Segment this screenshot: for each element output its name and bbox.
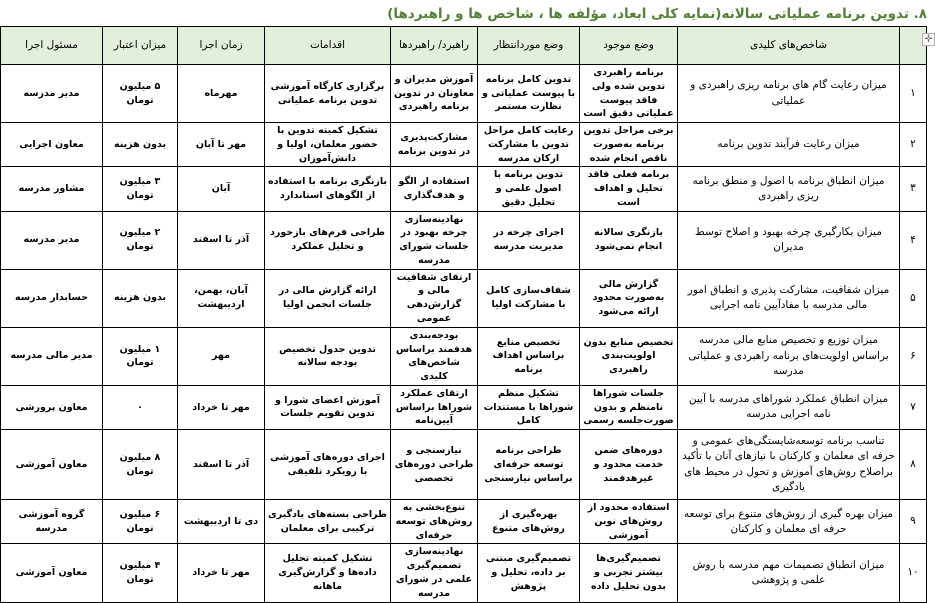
table-row xyxy=(1,544,927,602)
cell-num: ۵ xyxy=(900,269,927,327)
cell-current: تخصیص منابع بدون اولویت‌بندی راهبردی xyxy=(580,327,678,385)
cell-num: ۶ xyxy=(900,327,927,385)
cell-num: ۳ xyxy=(900,167,927,211)
cell-indicator: تناسب برنامه توسعه‌شایستگی‌های عمومی و حرفه ای معلمان و کارکنان با نیازهای آنان با تأکید براصلاح روش‌های آموزش و تحول در محیط های یادگیری xyxy=(678,430,900,500)
cell-responsible: مدیر مدرسه xyxy=(1,211,103,269)
cell-responsible: معاون اجرایی xyxy=(1,123,103,167)
cell-expected: تدوین کامل برنامه با پیوست عملیاتی و نظارت مستمر xyxy=(478,65,580,123)
cell-strategy: تنوع‌بخشی به روش‌های توسعه حرفه‌ای xyxy=(391,500,478,544)
cell-budget: ۴ میلیون تومان xyxy=(103,544,178,602)
cell-expected: تخصیص منابع براساس اهداف برنامه xyxy=(478,327,580,385)
cell-current: برنامه راهبردی تدوین شده ولی فاقد پیوست عملیاتی دقیق است xyxy=(580,65,678,123)
cell-strategy: ارتقای شفافیت مالی و گزارش‌دهی عمومی xyxy=(391,269,478,327)
table-row xyxy=(1,430,927,500)
cell-expected: شفاف‌سازی کامل با مشارکت اولیا xyxy=(478,269,580,327)
cell-num: ۱۰ xyxy=(900,544,927,602)
cell-num: ۷ xyxy=(900,385,927,429)
cell-expected: تشکیل منظم شوراها با مستندات کامل xyxy=(478,385,580,429)
cell-indicator: میزان انطباق تصمیمات مهم مدرسه با روش علمی و پژوهشی xyxy=(678,544,900,602)
cell-actions: بازنگری برنامه با استفاده از الگوهای استاندارد xyxy=(265,167,391,211)
cell-current: دوره‌های ضمن خدمت محدود و غیرهدفمند xyxy=(580,430,678,500)
col-header-strategy: راهبرد/ راهبردها xyxy=(391,27,478,65)
cell-time: مهر تا آبان xyxy=(178,123,265,167)
cell-budget: بدون هزینه xyxy=(103,123,178,167)
cell-budget: ۳ میلیون تومان xyxy=(103,167,178,211)
cell-current: برخی مراحل تدوین برنامه به‌صورت ناقص انجام شده xyxy=(580,123,678,167)
col-header-execution-time: زمان اجرا xyxy=(178,27,265,65)
cell-time: دی تا اردیبهشت xyxy=(178,500,265,544)
cell-budget: ۰ xyxy=(103,385,178,429)
annual-plan-table xyxy=(0,26,927,603)
cell-expected: طراحی برنامه توسعه حرفه‌ای براساس نیازسنجی xyxy=(478,430,580,500)
cell-responsible: حسابدار مدرسه xyxy=(1,269,103,327)
cell-responsible: معاون آموزشی xyxy=(1,430,103,500)
cell-budget: ۱ میلیون تومان xyxy=(103,327,178,385)
cell-actions: اجرای دوره‌های آموزشی با رویکرد تلفیقی xyxy=(265,430,391,500)
cell-strategy: آموزش مدیران و معاونان در تدوین برنامه راهبردی xyxy=(391,65,478,123)
cell-time: مهر تا خرداد xyxy=(178,385,265,429)
cell-time: آذر تا اسفند xyxy=(178,211,265,269)
table-row xyxy=(1,500,927,544)
cell-num: ۸ xyxy=(900,430,927,500)
cell-indicator: میزان انطباق عملکرد شوراهای مدرسه با آیین نامه اجرایی مدرسه xyxy=(678,385,900,429)
table-row xyxy=(1,211,927,269)
cell-indicator: میزان رعایت گام های برنامه ریزی راهبردی و عملیاتی xyxy=(678,65,900,123)
cell-expected: اجرای چرخه در مدیریت مدرسه xyxy=(478,211,580,269)
cell-expected: بهره‌گیری از روش‌های متنوع xyxy=(478,500,580,544)
cell-actions: تدوین جدول تخصیص بودجه سالانه xyxy=(265,327,391,385)
cell-actions: برگزاری کارگاه آموزشی تدوین برنامه عملیاتی xyxy=(265,65,391,123)
cell-budget: ۵ میلیون تومان xyxy=(103,65,178,123)
cell-strategy: بودجه‌بندی هدفمند براساس شاخص‌های کلیدی xyxy=(391,327,478,385)
cell-strategy: نهادینه‌سازی تصمیم‌گیری علمی در شورای مدرسه xyxy=(391,544,478,602)
cell-strategy: مشارکت‌پذیری در تدوین برنامه xyxy=(391,123,478,167)
cell-num: ۲ xyxy=(900,123,927,167)
cell-current: تصمیم‌گیری‌ها بیشتر تجربی و بدون تحلیل داده xyxy=(580,544,678,602)
cell-responsible: معاون آموزشی xyxy=(1,544,103,602)
cell-budget: بدون هزینه xyxy=(103,269,178,327)
cell-indicator: میزان انطباق برنامه با اصول و منطق برنامه ریزی راهبردی xyxy=(678,167,900,211)
table-row xyxy=(1,123,927,167)
cell-num: ۴ xyxy=(900,211,927,269)
table-row xyxy=(1,167,927,211)
table-body xyxy=(1,65,927,603)
cell-actions: آموزش اعضای شورا و تدوین تقویم جلسات xyxy=(265,385,391,429)
cell-time: آبان xyxy=(178,167,265,211)
cell-actions: تشکیل کمیته تدوین با حضور معلمان، اولیا و دانش‌آموزان xyxy=(265,123,391,167)
table-move-handle-icon[interactable]: ✛ xyxy=(922,33,935,46)
table-row xyxy=(1,65,927,123)
col-header-key-indicators: شاخص‌های کلیدی xyxy=(678,27,900,65)
table-row xyxy=(1,269,927,327)
cell-num: ۹ xyxy=(900,500,927,544)
cell-time: آذر تا اسفند xyxy=(178,430,265,500)
cell-expected: تصمیم‌گیری مبتنی بر داده، تحلیل و پژوهش xyxy=(478,544,580,602)
col-header-current-status: وضع موجود xyxy=(580,27,678,65)
cell-budget: ۸ میلیون تومان xyxy=(103,430,178,500)
table-row xyxy=(1,327,927,385)
cell-actions: ارائه گزارش مالی در جلسات انجمن اولیا xyxy=(265,269,391,327)
cell-strategy: نهادینه‌سازی چرخه بهبود در جلسات شورای مدرسه xyxy=(391,211,478,269)
cell-indicator: میزان بکارگیری چرخه بهبود و اصلاح توسط مدیران xyxy=(678,211,900,269)
cell-responsible: مدیر مالی مدرسه xyxy=(1,327,103,385)
cell-time: مهر xyxy=(178,327,265,385)
cell-responsible: گروه آموزشی مدرسه xyxy=(1,500,103,544)
cell-strategy: ارتقای عملکرد شوراها براساس آیین‌نامه xyxy=(391,385,478,429)
cell-strategy: استفاده از الگو و هدف‌گذاری xyxy=(391,167,478,211)
cell-actions: طراحی فرم‌های بازخورد و تحلیل عملکرد xyxy=(265,211,391,269)
cell-indicator: میزان بهره گیری از روش‌های متنوع برای توسعه حرفه ای معلمان و کارکنان xyxy=(678,500,900,544)
page-title: ۸. تدوین برنامه عملیاتی سالانه(نمایه کلی ابعاد، مؤلفه ها ، شاخص ها و راهبردها) xyxy=(387,6,927,22)
cell-actions: تشکیل کمیته تحلیل داده‌ها و گزارش‌گیری ماهانه xyxy=(265,544,391,602)
table-row xyxy=(1,385,927,429)
col-header-actions: اقدامات xyxy=(265,27,391,65)
cell-strategy: نیازسنجی و طراحی دوره‌های تخصصی xyxy=(391,430,478,500)
cell-num: ۱ xyxy=(900,65,927,123)
cell-budget: ۶ میلیون تومان xyxy=(103,500,178,544)
cell-current: بازنگری سالانه انجام نمی‌شود xyxy=(580,211,678,269)
cell-indicator: میزان توزیع و تخصیص منابع مالی مدرسه براساس اولویت‌های برنامه راهبردی و عملیاتی مدرسه xyxy=(678,327,900,385)
cell-expected: تدوین برنامه با اصول علمی و تحلیل دقیق xyxy=(478,167,580,211)
cell-time: مهرماه xyxy=(178,65,265,123)
cell-actions: طراحی بسته‌های یادگیری ترکیبی برای معلمان xyxy=(265,500,391,544)
col-header-expected-status: وضع موردانتظار xyxy=(478,27,580,65)
cell-time: مهر تا خرداد xyxy=(178,544,265,602)
table-header-row xyxy=(1,27,927,65)
col-header-budget: میزان اعتبار xyxy=(103,27,178,65)
cell-current: استفاده محدود از روش‌های نوین آموزشی xyxy=(580,500,678,544)
cell-expected: رعایت کامل مراحل تدوین با مشارکت ارکان مدرسه xyxy=(478,123,580,167)
cell-responsible: معاون پرورشی xyxy=(1,385,103,429)
cell-responsible: مشاور مدرسه xyxy=(1,167,103,211)
cell-responsible: مدیر مدرسه xyxy=(1,65,103,123)
cell-indicator: میزان رعایت فرآیند تدوین برنامه xyxy=(678,123,900,167)
cell-budget: ۲ میلیون تومان xyxy=(103,211,178,269)
cell-current: برنامه فعلی فاقد تحلیل و اهداف است xyxy=(580,167,678,211)
cell-current: گزارش مالی به‌صورت محدود ارائه می‌شود xyxy=(580,269,678,327)
cell-indicator: میزان شفافیت، مشارکت پذیری و انطباق امور مالی مدرسه با مفادآیین نامه اجرایی xyxy=(678,269,900,327)
cell-time: آبان، بهمن، اردیبهشت xyxy=(178,269,265,327)
col-header-responsible: مسئول اجرا xyxy=(1,27,103,65)
cell-current: جلسات شوراها نامنظم و بدون صورت‌جلسه رسمی xyxy=(580,385,678,429)
